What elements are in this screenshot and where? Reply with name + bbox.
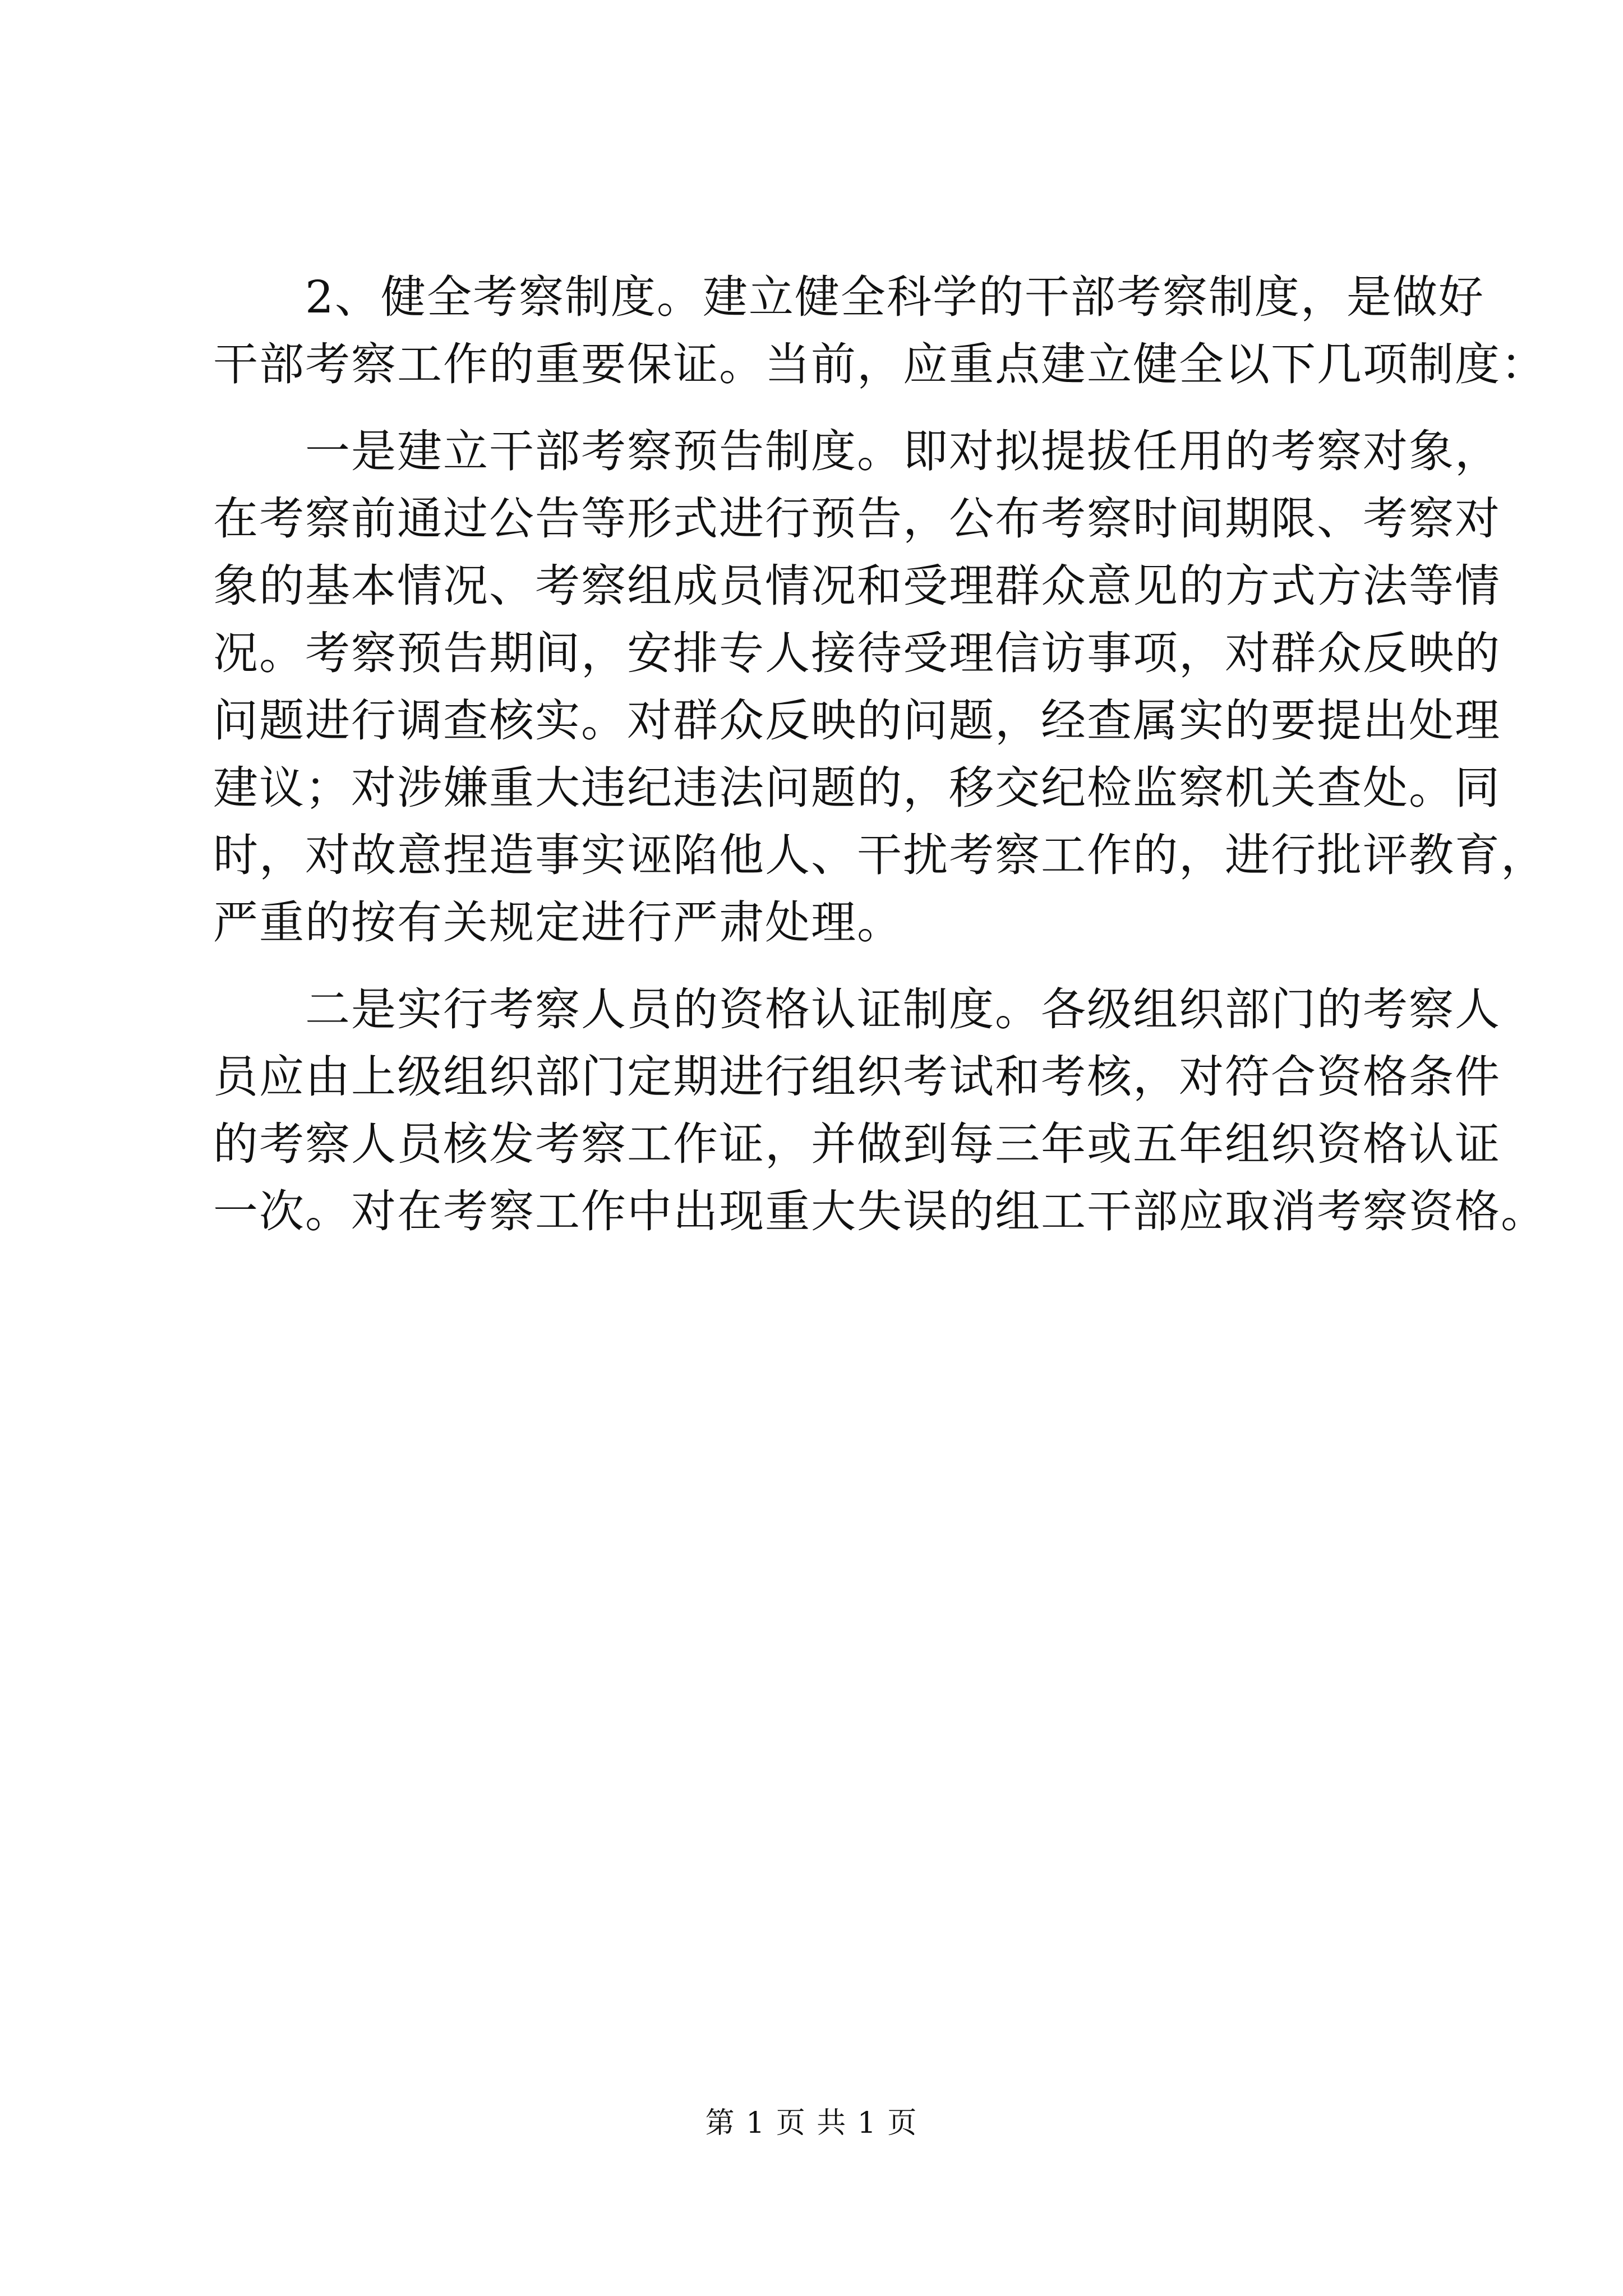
paragraph-line: 建议；对涉嫌重大违纪违法问题的，移交纪检监察机关查处。同: [213, 762, 1501, 814]
paragraph-line: 2、健全考察制度。建立健全科学的干部考察制度，是做好: [213, 271, 1484, 323]
paragraph-line: 问题进行调查核实。对群众反映的问题，经查属实的要提出处理: [213, 694, 1501, 747]
paragraph-line: 干部考察工作的重要保证。当前，应重点建立健全以下几项制度：: [213, 338, 1547, 390]
paragraph-line: 的考察人员核发考察工作证，并做到每三年或五年组织资格认证: [213, 1118, 1501, 1170]
paragraph-line: 二是实行考察人员的资格认证制度。各级组织部门的考察人: [213, 983, 1501, 1036]
paragraph-line: 一次。对在考察工作中出现重大失误的组工干部应取消考察资格。: [213, 1185, 1547, 1237]
paragraph-line: 时，对故意捏造事实诬陷他人、干扰考察工作的，进行批评教育，: [213, 829, 1547, 881]
paragraph-line: 在考察前通过公告等形式进行预告，公布考察时间期限、考察对: [213, 493, 1501, 545]
paragraph-line: 象的基本情况、考察组成员情况和受理群众意见的方式方法等情: [213, 560, 1501, 612]
paragraph-line: 严重的按有关规定进行严肃处理。: [213, 896, 903, 949]
paragraph-line: 况。考察预告期间，安排专人接待受理信访事项，对群众反映的: [213, 627, 1501, 679]
paragraph-line: 员应由上级组织部门定期进行组织考试和考核，对符合资格条件: [213, 1051, 1501, 1103]
paragraph-line: 一是建立干部考察预告制度。即对拟提拔任用的考察对象，: [213, 425, 1501, 477]
page-number-footer: 第 1 页 共 1 页: [705, 2106, 918, 2140]
